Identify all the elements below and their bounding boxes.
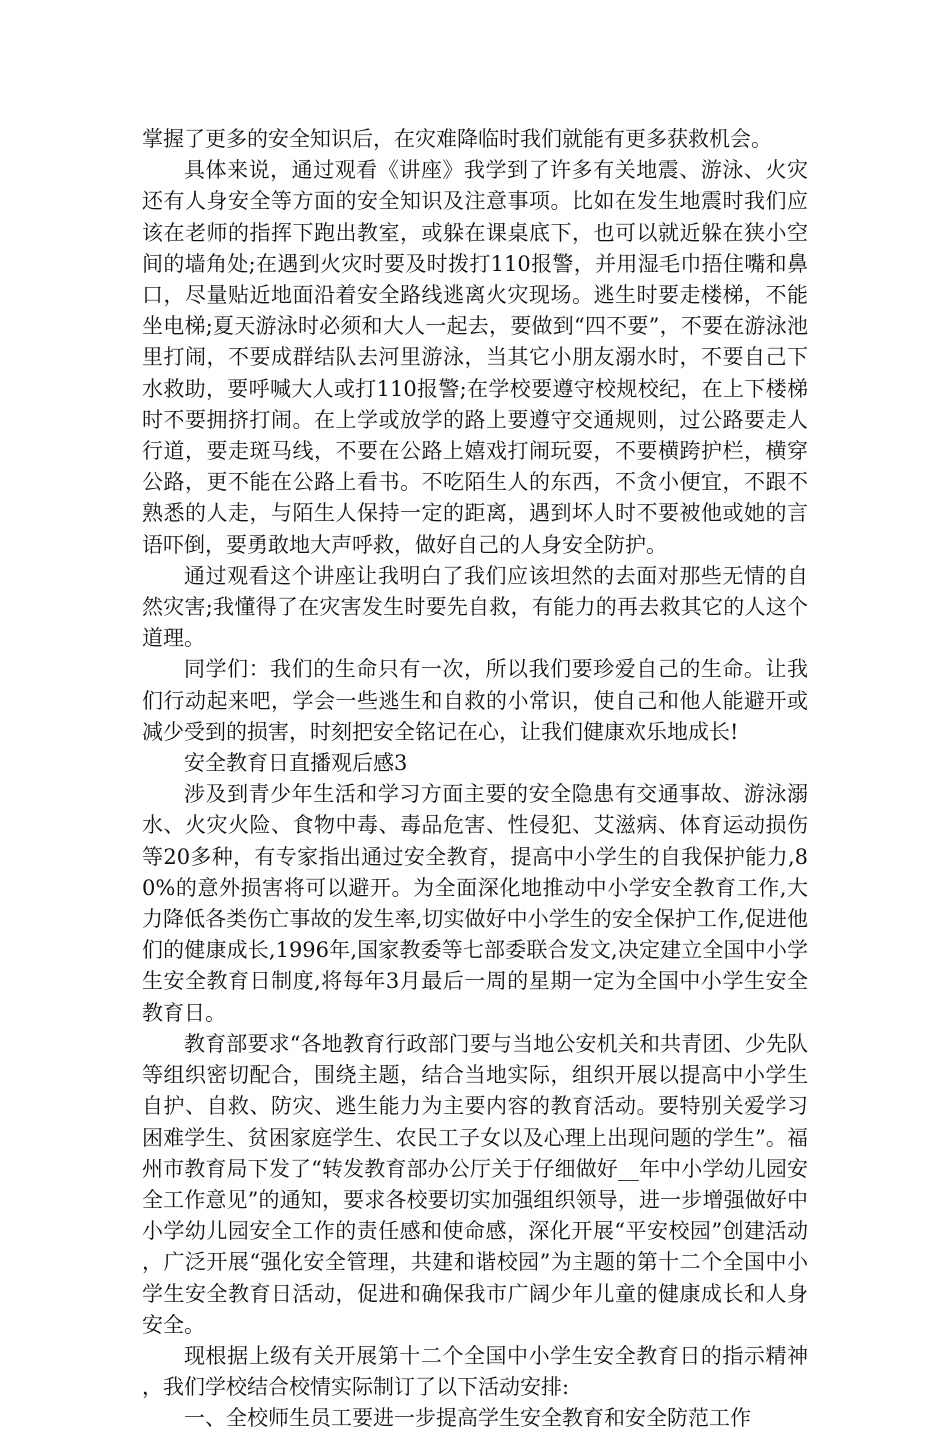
paragraph-7: 现根据上级有关开展第十二个全国中小学生安全教育日的指示精神，我们学校结合校情实际制订了以下活动安排: [142,1343,808,1400]
paragraph-3: 通过观看这个讲座让我明白了我们应该坦然的去面对那些无情的自然灾害;我懂得了在灾害发生时要先自救，有能力的再去救其它的人这个道理。 [142,563,808,651]
paragraph-8: 一、全校师生员工要进一步提高学生安全教育和安全防范工作 [184,1406,751,1431]
paragraph-1: 掌握了更多的安全知识后，在灾难降临时我们就能有更多获救机会。 [142,127,772,151]
section-heading: 安全教育日直播观后感3 [184,751,408,776]
document-body [142,124,808,1435]
paragraph-2: 具体来说，通过观看《讲座》我学到了许多有关地震、游泳、火灾还有人身安全等方面的安全知识及注意事项。比如在发生地震时我们应该在老师的指挥下跑出教室，或躲在课桌底下，也可以就近躲在狭小空间的墙角处;在遇到火灾时要及时拨打110报警，并用湿毛巾捂住嘴和鼻口，尽量贴近地面沿着安全路线逃离火灾现场。逃生时要走楼梯，不能坐电梯;夏天游泳时必须和大人一起去，要做到“四不要”，不要在游泳池里打闹，不要成群结队去河里游泳，当其它小朋友溺水时，不要自己下水救助，要呼喊大人或打110报警;在学校要遵守校规校纪，在上下楼梯时不要拥挤打闹。在上学或放学的路上要遵守交通规则，过公路要走人行道，要走斑马线，不要在公路上嬉戏打闹玩耍，不要横跨护栏，横穿公路，更不能在公路上看书。不吃陌生人的东西，不贪小便宜，不跟不熟悉的人走，与陌生人保持一定的距离，遇到坏人时不要被他或她的言语吓倒，要勇敢地大声呼救，做好自己的人身安全防护。 [142,158,808,557]
paragraph-4: 同学们：我们的生命只有一次，所以我们要珍爱自己的生命。让我们行动起来吧，学会一些逃生和自救的小常识，使自己和他人能避开或减少受到的损害，时刻把安全铭记在心，让我们健康欢乐地成长! [142,657,808,744]
paragraph-5: 涉及到青少年生活和学习方面主要的安全隐患有交通事故、游泳溺水、火灾火险、食物中毒、毒品危害、性侵犯、艾滋病、体育运动损伤等20多种，有专家指出通过安全教育，提高中小学生的自我保护能力,80%的意外损害将可以避开。为全面深化地推动中小学安全教育工作,大力降低各类伤亡事故的发生率,切实做好中小学生的安全保护工作,促进他们的健康成长,1996年,国家教委等七部委联合发文,决定建立全国中小学生安全教育日制度,将每年3月最后一周的星期一定为全国中小学生安全教育日。 [142,782,808,1025]
paragraph-6: 教育部要求“各地教育行政部门要与当地公安机关和共青团、少先队等组织密切配合，围绕主题，结合当地实际，组织开展以提高中小学生自护、自救、防灾、逃生能力为主要内容的教育活动。要特别关爱学习困难学生、贫困家庭学生、农民工子女以及心理上出现问题的学生”。福州市教育局下发了“转发教育部办公厅关于仔细做好__年中小学幼儿园安全工作意见”的通知，要求各校要切实加强组织领导，进一步增强做好中小学幼儿园安全工作的责任感和使命感，深化开展“平安校园”创建活动，广泛开展“强化安全管理，共建和谐校园”为主题的第十二个全国中小学生安全教育日活动，促进和确保我市广阔少年儿童的健康成长和人身安全。 [142,1031,808,1337]
